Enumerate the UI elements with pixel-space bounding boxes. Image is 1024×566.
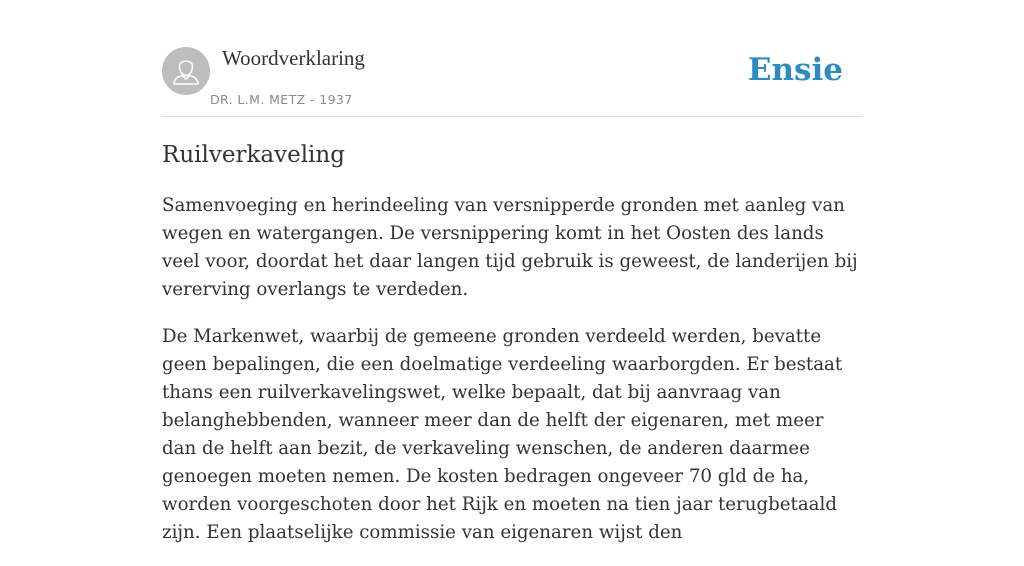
user-icon (162, 47, 210, 95)
definition-body (162, 192, 862, 566)
source-name[interactable]: Woordverklaring (222, 46, 365, 70)
avatar[interactable] (162, 47, 210, 95)
definition-paragraph: De Markenwet, waarbij de gemeene gronden verdeeld werden, bevatte geen bepalingen, die een doelmatige verdeeling waarborgden. Er bestaat thans een ruilverkavelingswet, welke bepaalt, dat bij aanvraag van belanghebbenden, wanneer meer dan de helft der eigenaren, met meer dan de helft aan bezit, de verkaveling wenschen, de anderen daarmee genoegen moeten nemen. De kosten bedragen ongeveer 70 gld de ha, worden voorgeschoten door het Rijk en moeten na tien jaar terugbetaald zijn. Een plaatselijke commissie van eigenaren wijst den (162, 326, 843, 543)
source-meta: DR. L.M. METZ - 1937 (210, 92, 353, 107)
page-title: Ruilverkaveling (162, 142, 345, 168)
definition-paragraph: Samenvoeging en herindeeling van versnipperde gronden met aanleg van wegen en watergangen. De versnippering komt in het Oosten des lands veel voor, doordat het daar langen tijd gebruik is geweest, de landerijen bij vererving overlangs te verdeden. (162, 195, 858, 300)
ensie-logo[interactable]: Ensie (747, 52, 843, 88)
source-header (162, 46, 862, 117)
